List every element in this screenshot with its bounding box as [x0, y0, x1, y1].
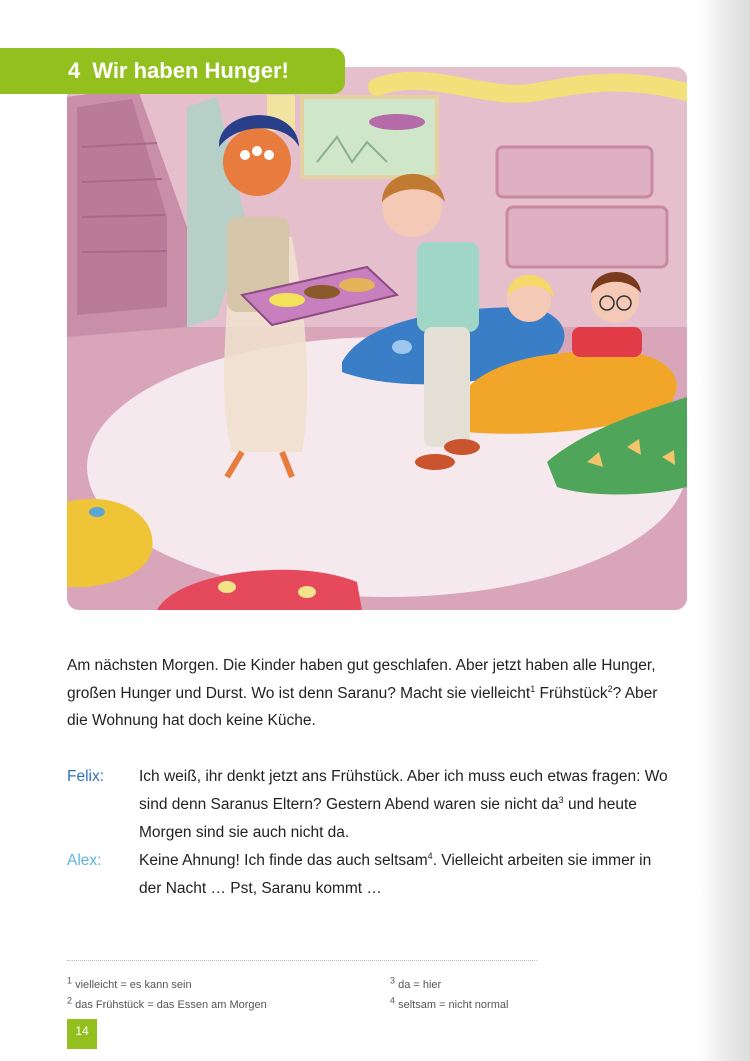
footnote-divider [67, 960, 537, 961]
dialogue-line-alex [67, 847, 677, 903]
page-number: 14 [67, 1019, 97, 1049]
footnote-ref-2: 2 [607, 683, 613, 694]
footnote-item: $^2$ das Frühstück = das Essen am Morgen [67, 995, 267, 1011]
intro-paragraph: Am nächsten Morgen. Die Kinder haben gut geschlafen. Aber jetzt haben alle Hunger, großen Hunger und Durst. Wo ist denn Saranu? Macht sie vielleicht$^1$ Frühstück$^2$? Aber die Wohnung hat doch keine Küche. [67, 657, 658, 729]
footnote-ref-3: 3 [558, 794, 564, 805]
speech-felix: Ich weiß, ihr denkt jetzt ans Frühstück. Aber ich muss euch etwas fragen: Wo sind denn Saranus Eltern? Gestern Abend waren sie nicht $da^3$ und heute Morgen sind sie auch nicht da. [139, 768, 668, 841]
speaker-alex: Alex: [67, 852, 102, 869]
chapter-title: Wir haben Hunger! [92, 58, 289, 83]
chapter-heading [0, 48, 345, 94]
dialogue-line-felix [67, 763, 677, 847]
speaker-felix: Felix: [67, 768, 105, 785]
page-edge-shadow [700, 0, 750, 1061]
dialogue [67, 763, 677, 903]
footnote-item: $^3$ da = hier [390, 975, 442, 991]
footnote-ref-1: 1 [530, 683, 536, 694]
story-illustration [67, 67, 687, 610]
chapter-number: 4 [68, 58, 81, 83]
footnote-item: $^4$ seltsam = nicht normal [390, 995, 509, 1011]
speech-alex: Keine Ahnung! Ich finde das auch seltsam$^4$. Vielleicht arbeiten sie immer in der Nacht … Pst, Saranu kommt … [139, 850, 652, 897]
footnote-item: $^1$ vielleicht = es kann sein [67, 975, 192, 991]
footnote-ref-4: 4 [427, 850, 433, 861]
